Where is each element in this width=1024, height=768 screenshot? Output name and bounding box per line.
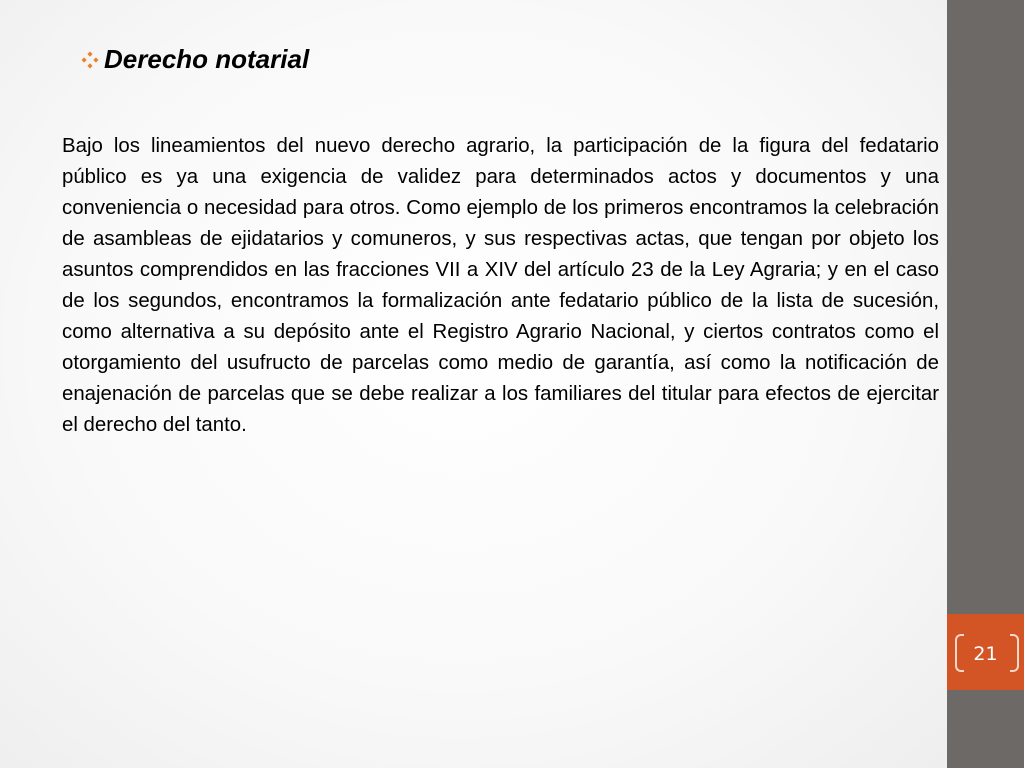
right-bracket-icon	[1010, 634, 1019, 672]
page-number-tab	[947, 614, 1024, 690]
page-number: 21	[973, 643, 998, 665]
slide-heading	[80, 44, 309, 75]
body-paragraph: Bajo los lineamientos del nuevo derecho agrario, la participación de la figura del fedatario público es ya una exigencia de validez para determinados actos y documentos y una conveniencia o necesidad para otros. Como ejemplo de los primeros encontramos la celebración de asambleas de ejidatarios y comuneros, y sus respectivas actas, que tengan por objeto los asuntos comprendidos en las fracciones VII a XIV del artículo 23 de la Ley Agraria; y en el caso de los segundos, encontramos la formalización ante fedatario público de la lista de sucesión, como alternativa a su depósito ante el Registro Agrario Nacional, y ciertos contratos como el otorgamiento del usufructo de parcelas como medio de garantía, así como la notificación de enajenación de parcelas que se debe realizar a los familiares del titular para efectos de ejercitar el derecho del tanto.	[62, 135, 939, 436]
diamond-bullet-icon	[80, 50, 100, 70]
heading-text: Derecho notarial	[104, 44, 310, 74]
